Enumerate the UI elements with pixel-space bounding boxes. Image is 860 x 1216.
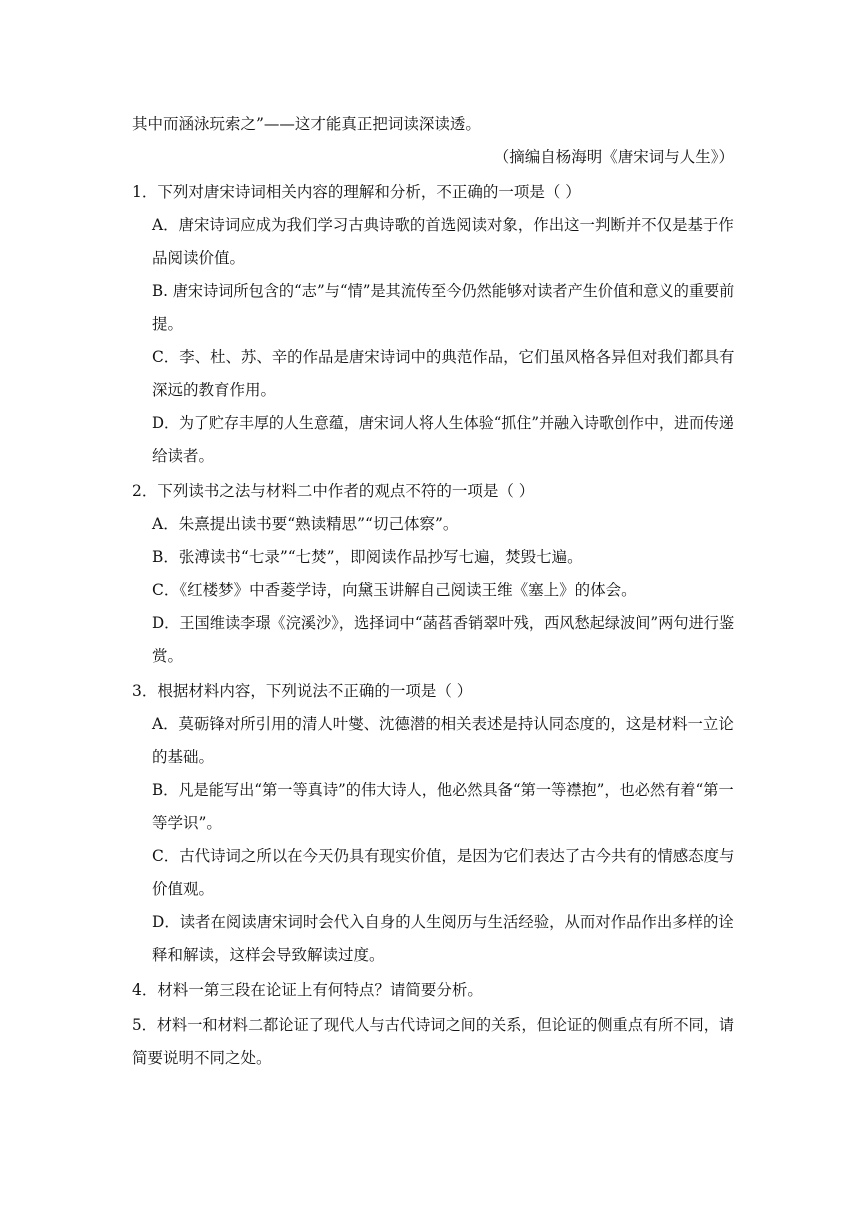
question-3-option-a-cont: 的基础。 (152, 748, 215, 766)
question-3-option-d: D．读者在阅读唐宋词时会代入自身的人生阅历与生活经验，从而对作品作出多样的诠 (152, 913, 734, 931)
question-1-option-b: B. 唐宋诗词所包含的“志”与“情”是其流传至今仍然能够对读者产生价值和意义的重要前 (152, 282, 735, 300)
question-1-option-b-cont: 提。 (152, 315, 184, 333)
question-1-option-c-cont: 深远的教育作用。 (152, 381, 277, 399)
question-2-option-d: D．王国维读李璟《浣溪沙》，选择词中“菡萏香销翠叶残，西风愁起绿波间”两句进行鉴 (152, 614, 735, 632)
question-5-stem: 5．材料一和材料二都论证了现代人与古代诗词之间的关系，但论证的侧重点有所不同，请 (132, 1016, 735, 1034)
question-2-option-c: C．《红楼梦》中香菱学诗，向黛玉讲解自己阅读王维《塞上》的体会。 (152, 581, 637, 599)
question-3-option-c: C．古代诗词之所以在今天仍具有现实价值，是因为它们表达了古今共有的情感态度与 (152, 847, 735, 865)
question-1-option-d: D．为了贮存丰厚的人生意蕴，唐宋词人将人生体验“抓住”并融入诗歌创作中，进而传递 (152, 414, 734, 432)
passage-source: （摘编自杨海明《唐宋词与人生》） (493, 148, 734, 166)
question-3-option-d-cont: 释和解读，这样会导致解读过度。 (152, 946, 385, 964)
question-1-option-c: C．李、杜、苏、辛的作品是唐宋诗词中的典范作品，它们虽风格各异但对我们都具有 (152, 348, 735, 366)
question-1-option-a: A．唐宋诗词应成为我们学习古典诗歌的首选阅读对象，作出这一判断并不仅是基于作 (152, 216, 734, 234)
question-1-option-d-cont: 给读者。 (152, 447, 215, 465)
question-3-stem: 3．根据材料内容，下列说法不正确的一项是（ ） (132, 682, 473, 700)
question-4-stem: 4．材料一第三段在论证上有何特点？请简要分析。 (132, 981, 483, 999)
question-2-option-a: A．朱熹提出读书要“熟读精思”“切己体察”。 (152, 515, 459, 533)
question-3-option-c-cont: 价值观。 (152, 880, 215, 898)
question-5-stem-cont: 简要说明不同之处。 (132, 1049, 272, 1067)
question-2-stem: 2．下列读书之法与材料二中作者的观点不符的一项是（ ） (132, 482, 535, 500)
question-3-option-b: B．凡是能写出“第一等真诗”的伟大诗人，他必然具备“第一等襟抱”，也必然有着“第一 (152, 781, 734, 799)
passage-tail-line: 其中而涵泳玩索之”——这才能真正把词读深读透。 (132, 115, 481, 133)
question-3-option-a: A．莫砺锋对所引用的清人叶燮、沈德潜的相关表述是持认同态度的，这是材料一立论 (152, 715, 734, 733)
question-2-option-b: B．张溥读书“七录”“七焚”，即阅读作品抄写七遍，焚毁七遍。 (152, 548, 583, 566)
question-1-stem: 1．下列对唐宋诗词相关内容的理解和分析，不正确的一项是（ ） (132, 183, 581, 201)
question-1-option-a-cont: 品阅读价值。 (152, 249, 246, 267)
question-3-option-b-cont: 等学识”。 (152, 814, 222, 832)
question-2-option-d-cont: 赏。 (152, 647, 184, 665)
